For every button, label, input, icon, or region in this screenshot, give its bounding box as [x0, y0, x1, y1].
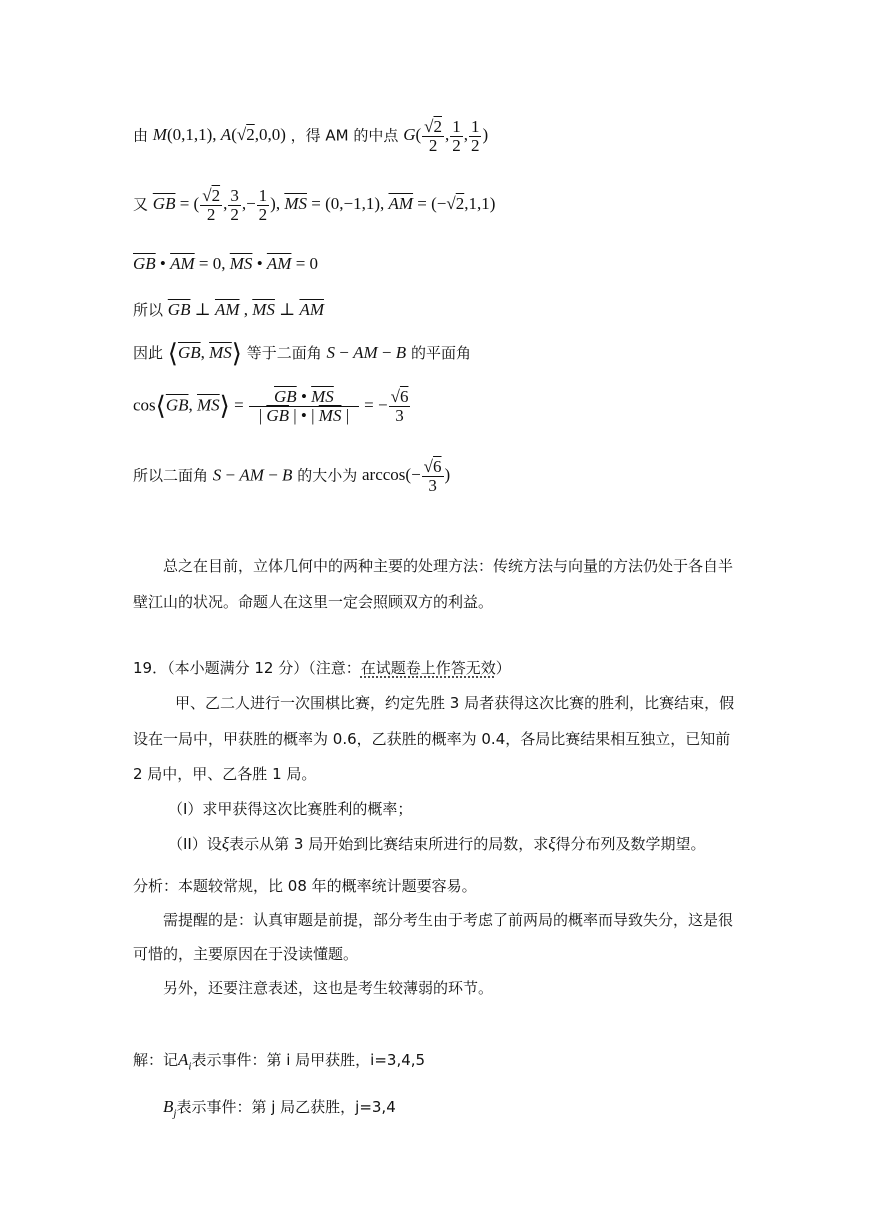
line-dot-products: $\overline{GB}$ • $\overline{AM} = 0$, $\overline{MS}$ • $\overline{AM} = 0$	[133, 254, 319, 273]
solution-line-2: $B_j$表示事件：第 j 局乙获胜，j=3,4	[163, 1097, 396, 1120]
formula-arccos: arccos(− $\frac{√6}{3}$ )	[362, 457, 451, 495]
formula-dihedral: S	[326, 342, 336, 362]
text: 表示事件：第 i 局甲获胜，i=3,4,5	[191, 1051, 426, 1069]
line-perpendicular	[133, 299, 324, 320]
text: 表示从第 3 局开始到比赛结束所进行的局数，求	[229, 835, 549, 853]
text: 的大小为	[297, 466, 358, 485]
text: （II）设	[168, 835, 222, 853]
text: ，得 AM 的中点	[290, 126, 399, 145]
formula-points: M(0,1,1), A(√2,0,0)	[152, 125, 286, 145]
text: ）	[495, 659, 511, 677]
analysis-line-4: 另外，还要注意表述，这也是考生较薄弱的环节。	[163, 979, 494, 997]
text-emphasis: 在试题卷上作答无效	[360, 659, 496, 677]
line-vectors	[133, 187, 495, 224]
line-midpoint	[133, 118, 488, 155]
solution-line-1: 解：记$A_i$表示事件：第 i 局甲获胜，i=3,4,5	[133, 1050, 426, 1073]
line-angle: 因此 $⟨\overline{GB}$, $\overline{MS}⟩$ 等于二面角 S − AM − B 的平面角	[133, 339, 471, 369]
question-19-header	[133, 657, 511, 678]
formula-angle: $⟨\overline{GB}$, $\overline{MS}⟩$	[167, 339, 242, 369]
text: 19．（本小题满分 12 分）（注意：	[133, 659, 361, 677]
text: 等于二面角	[246, 343, 322, 362]
analysis-line-2: 需提醒的是：认真审题是前提，部分考生由于考虑了前两局的概率而导致失分，这是很	[163, 911, 734, 929]
text: 由	[133, 126, 149, 145]
formula-vectors: $\overline{GB}$ = ( $\frac{√2}{2}$ , $\frac{3}{2}$ ,− $\frac{1}{2}$ ), $\overline{MS} = (0,-1,1)$, $\overline{AM} = (-√2,1,1)$	[152, 186, 496, 224]
text: 又	[133, 195, 149, 214]
analysis-line-1: 分析：本题较常规，比 08 年的概率统计题要容易。	[133, 877, 477, 895]
line-cosine: $\cos⟨\overline{GB}$, $\overline{MS}⟩$ = $\frac{\overline{GB} • \overline{MS}}{| \overline{GB} | • | \overline{MS} |}$ = − $\frac{√6}{3}$	[133, 387, 409, 425]
question-19-part-ii: （II）设ξ表示从第 3 局开始到比赛结束所进行的局数，求ξ得分布列及数学期望。	[168, 834, 706, 853]
text: 得分布列及数学期望。	[555, 835, 706, 853]
formula-perp: $\overline{GB}$ ⊥ $\overline{AM}$ , $\overline{MS}$ ⊥ $\overline{AM}$	[167, 300, 324, 319]
line-result: 所以二面角 S − AM − B 的大小为 arccos(− $\frac{√6}{3}$ )	[133, 457, 451, 495]
formula-midpoint: G( $\frac{√2}{2}$ , $\frac{1}{2}$ , $\frac{1}{2}$ )	[403, 117, 489, 155]
question-19-paragraph-3: 2 局中，甲、乙各胜 1 局。	[133, 765, 317, 783]
analysis-line-3: 可惜的，主要原因在于没读懂题。	[133, 945, 359, 963]
summary-line-2: 壁江山的状况。命题人在这里一定会照顾双方的利益。	[133, 593, 494, 611]
text: 的平面角	[410, 343, 471, 362]
summary-line-1: 总之在目前，立体几何中的两种主要的处理方法：传统方法与向量的方法仍处于各自半	[163, 557, 734, 575]
text: 所以二面角	[133, 466, 209, 485]
text: 解：记	[133, 1051, 179, 1069]
question-19-paragraph-1: 甲、乙二人进行一次围棋比赛，约定先胜 3 局者获得这次比赛的胜利，比赛结束，假	[175, 694, 735, 712]
text: 表示事件：第 j 局乙获胜，j=3,4	[176, 1098, 396, 1116]
question-19-part-i: （I）求甲获得这次比赛胜利的概率；	[168, 800, 413, 818]
text: 所以	[133, 301, 164, 319]
text: 因此	[133, 343, 164, 362]
question-19-paragraph-2: 设在一局中，甲获胜的概率为 0.6，乙获胜的概率为 0.4，各局比赛结果相互独立，已知前	[133, 730, 731, 748]
